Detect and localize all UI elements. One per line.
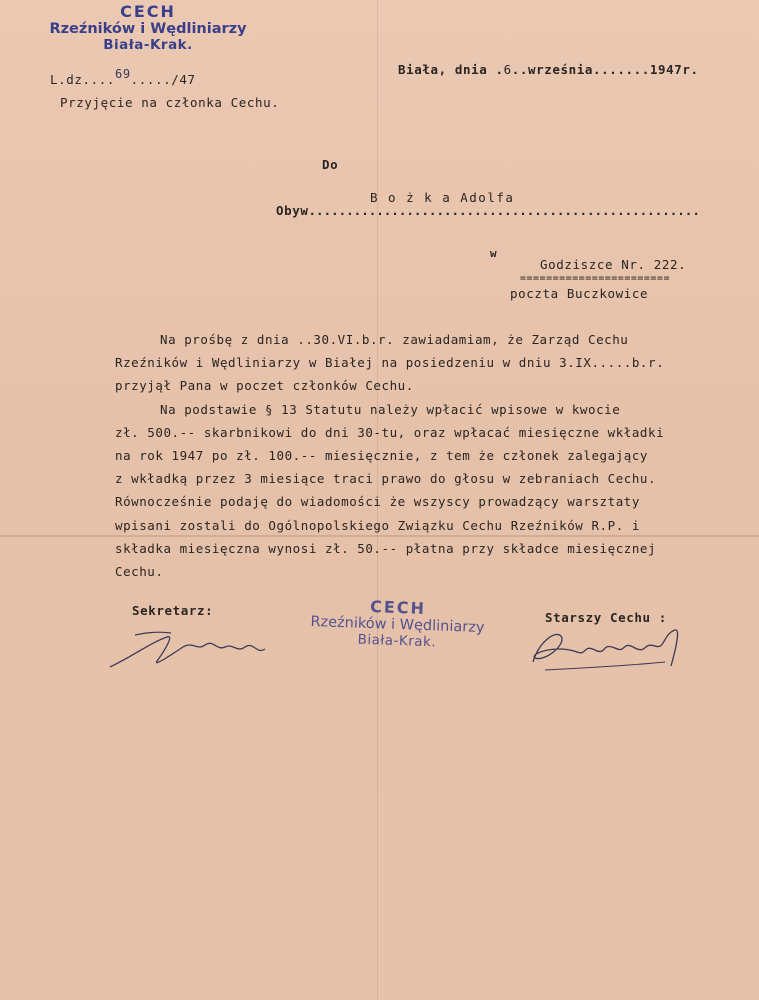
elder-label: Starszy Cechu : (545, 610, 667, 625)
body-line-11: Cechu. (115, 564, 164, 579)
day: 6 (503, 62, 512, 77)
citizen-prefix: Obyw (276, 203, 309, 218)
ref-prefix: L.dz.... (50, 72, 116, 87)
guild-stamp-bottom (289, 594, 506, 652)
body-line-6: na rok 1947 po zł. 100.-- miesięcznie, z tem że członek zalegający (115, 448, 648, 463)
stamp-line-2: Rzeźników i Wędliniarzy (49, 21, 247, 37)
elder-signature (525, 622, 695, 677)
place-date (398, 62, 699, 77)
citizen-line (276, 203, 700, 218)
month-dots: ..września....... (511, 62, 650, 77)
secretary-label: Sekretarz: (132, 603, 214, 618)
recipient-town: Godziszce Nr. 222. (540, 257, 687, 272)
post-office: poczta Buczkowice (510, 286, 649, 301)
year: 1947r. (649, 62, 699, 77)
citizen-dots: .................................................... (308, 203, 700, 218)
stamp-line-3: Biała-Krak. (103, 37, 193, 53)
subject-line: Przyjęcie na członka Cechu. (60, 95, 280, 110)
body-line-10: składka miesięczna wynosi zł. 50.-- płatna przy składce miesięcznej (115, 541, 657, 556)
body-line-9: wpisani zostali do Ogólnopolskiego Związku Cechu Rzeźników R.P. i (115, 518, 640, 533)
ref-number: 69 (115, 67, 131, 81)
recipient-name: B o ż k a Adolfa (370, 190, 515, 205)
body-line-4: Na podstawie § 13 Statutu należy wpłacić wpisowe w kwocie (160, 402, 621, 417)
reference-number (50, 67, 196, 87)
ref-suffix: ...../47 (130, 72, 196, 87)
stamp-bottom-line-1: CECH (369, 597, 427, 618)
stamp-bottom-line-3: Biała-Krak. (357, 631, 437, 651)
body-line-3: przyjął Pana w poczet członków Cechu. (115, 378, 414, 393)
stamp-bottom-line-2: Rzeźników i Wędliniarzy (310, 613, 485, 637)
to-label: Do (322, 157, 339, 172)
secretary-signature (105, 625, 275, 675)
guild-stamp-top (38, 2, 258, 53)
town-underline: ======================= (520, 273, 670, 284)
body-line-7: z wkładką przez 3 miesiące traci prawo do głosu w zebraniach Cechu. (115, 471, 657, 486)
place-date-prefix: Biała, dnia . (398, 62, 504, 77)
body-line-8: Równocześnie podaję do wiadomości że wszyscy prowadzący warsztaty (115, 494, 640, 509)
body-line-5: zł. 500.-- skarbnikowi do dni 30-tu, oraz wpłacać miesięczne wkładki (115, 425, 665, 440)
body-line-2: Rzeźników i Wędliniarzy w Białej na posiedzeniu w dniu 3.IX.....b.r. (115, 355, 665, 370)
in-label: w (490, 247, 498, 260)
stamp-line-1: CECH (120, 2, 176, 21)
body-line-1: Na prośbę z dnia ..30.VI.b.r. zawiadamiam, że Zarząd Cechu (160, 332, 629, 347)
